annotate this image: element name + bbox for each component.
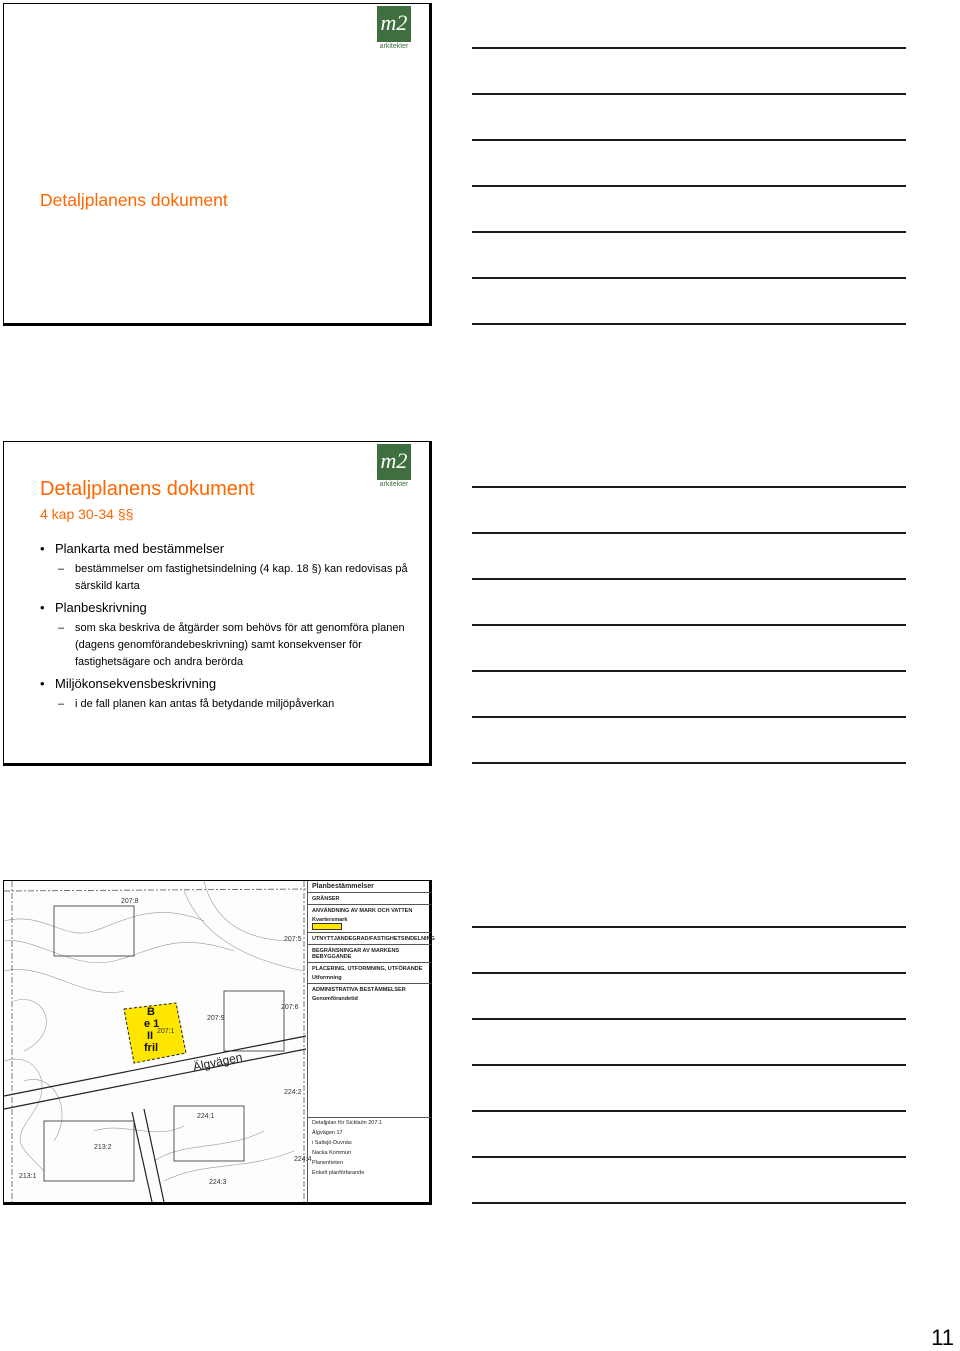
m2-logo	[377, 6, 411, 52]
parcel-label: 213:1	[19, 1173, 37, 1180]
parcel-label: 224:2	[284, 1089, 302, 1096]
note-line	[472, 1064, 906, 1066]
bullet-item: • Miljökonsekvensbeskrivning	[40, 675, 410, 692]
zone-label: fril	[144, 1042, 159, 1054]
parcel-label: 207:8	[121, 898, 139, 905]
page-number: 11	[931, 1325, 954, 1350]
note-line	[472, 323, 906, 325]
logo-subtitle: arkitekter	[379, 43, 409, 50]
notes-lines-3	[472, 926, 906, 1248]
legend-group: ANVÄNDNING AV MARK OCH VATTEN	[312, 908, 413, 914]
note-line	[472, 277, 906, 279]
note-line	[472, 972, 906, 974]
zone-label: II	[147, 1030, 154, 1042]
road-name: Älgvägen	[191, 1049, 244, 1074]
zone-swatch	[312, 923, 342, 930]
legend-group: ADMINISTRATIVA BESTÄMMELSER	[312, 987, 406, 993]
title-block-line: i Saltsjö-Duvnäs	[312, 1140, 352, 1146]
map-drawing	[4, 881, 312, 1202]
sub-item: – bestämmelser om fastighetsindelning (4 kap. 18 §) kan redovisas på särskild karta	[40, 561, 410, 595]
legend-group: Utformning	[312, 975, 342, 981]
legend-group: BEGRÄNSNINGAR AV MARKENS BEBYGGANDE	[312, 948, 400, 960]
parcel-label: 207:5	[284, 936, 302, 943]
parcel-label: 224:3	[209, 1179, 227, 1186]
title-block-line: Enkelt planförfarande	[312, 1170, 365, 1176]
note-line	[472, 1110, 906, 1112]
notes-lines-2	[472, 486, 906, 808]
note-line	[472, 578, 906, 580]
sub-item: – som ska beskriva de åtgärder som behövs för att genomföra planen (dagens genomförandebeskrivning) samt konsekvenser för fastighetsägare och andra berörda	[40, 620, 410, 671]
note-line	[472, 532, 906, 534]
parcel-label: 207:9	[207, 1015, 225, 1022]
zone-label: B	[147, 1006, 155, 1018]
note-line	[472, 47, 906, 49]
parcel-label: 207:1	[157, 1028, 175, 1035]
note-line	[472, 926, 906, 928]
slide-1-title: Detaljplanens dokument	[40, 190, 228, 210]
slide-2-title: Detaljplanens dokument	[40, 478, 255, 500]
slide-2	[3, 441, 432, 766]
note-line	[472, 1156, 906, 1158]
note-line	[472, 1202, 906, 1204]
logo-mark: m2	[377, 6, 411, 42]
title-block-line: Nacka Kommun	[312, 1150, 352, 1156]
note-line	[472, 762, 906, 764]
legend-group: PLACERING, UTFORMNING, UTFÖRANDE	[312, 966, 423, 972]
legend-group: Kvartersmark	[312, 917, 348, 923]
logo-subtitle: arkitekter	[379, 481, 409, 488]
bullet-item: • Plankarta med bestämmelser	[40, 540, 410, 557]
note-line	[472, 716, 906, 718]
bullet-item: • Planbeskrivning	[40, 599, 410, 616]
note-line	[472, 1018, 906, 1020]
parcel-label: 224:1	[197, 1113, 215, 1120]
zone-label: e 1	[144, 1018, 160, 1030]
note-line	[472, 139, 906, 141]
parcel-label: 207:6	[281, 1004, 299, 1011]
plan-map	[4, 881, 312, 1202]
parcel-label: 224:4	[294, 1156, 312, 1163]
legend-heading: Planbestämmelser	[308, 881, 431, 893]
note-line	[472, 670, 906, 672]
parcel-label: 213:2	[94, 1144, 112, 1151]
slide-2-subtitle: 4 kap 30-34 §§	[40, 506, 134, 522]
slide-3-plan-map	[3, 880, 435, 1205]
note-line	[472, 185, 906, 187]
notes-lines-1	[472, 47, 906, 369]
note-line	[472, 231, 906, 233]
note-line	[472, 93, 906, 95]
m2-logo	[377, 444, 411, 490]
title-block-line: Älgvägen 17	[312, 1130, 343, 1136]
legend-group: Genomförandetid	[312, 996, 358, 1002]
logo-mark: m2	[377, 444, 411, 480]
title-block	[308, 1117, 431, 1202]
title-block-line: Detaljplan för Sicklaön 207:1	[312, 1120, 383, 1126]
title-block-line: Planenheten	[312, 1160, 343, 1166]
slide-2-content	[40, 540, 410, 717]
sub-item: – i de fall planen kan antas få betydande miljöpåverkan	[40, 696, 410, 713]
note-line	[472, 624, 906, 626]
slide-1	[3, 3, 432, 326]
plan-legend	[307, 881, 435, 1202]
legend-group: UTNYTTJANDEGRAD/FASTIGHETSINDELNING	[312, 936, 435, 942]
note-line	[472, 486, 906, 488]
legend-group: GRÄNSER	[312, 896, 340, 902]
